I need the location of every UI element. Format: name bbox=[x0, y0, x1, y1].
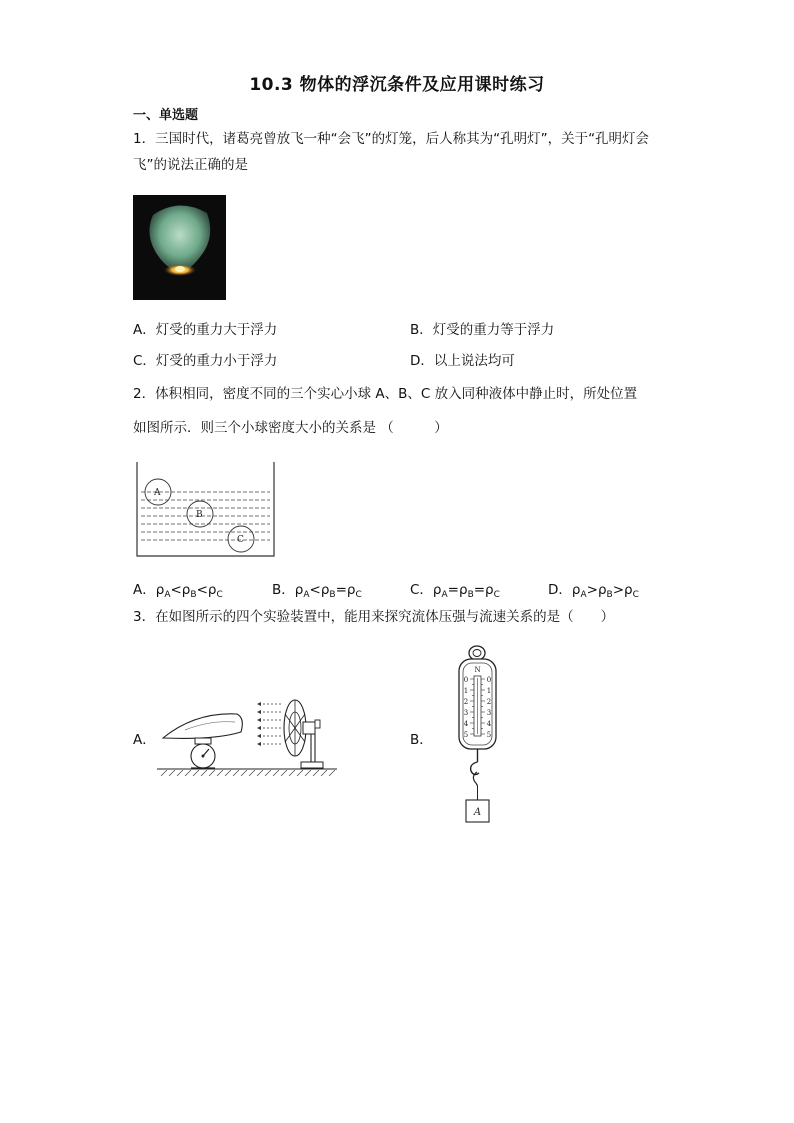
question-3-stem: 3．在如图所示的四个实验装置中，能用来探究流体压强与流速关系的是（ ） bbox=[133, 609, 615, 625]
question-1-stem bbox=[133, 126, 673, 178]
page-title: 10.3 物体的浮沉条件及应用课时练习 bbox=[249, 75, 545, 95]
scale-tick-label-left-2: 2 bbox=[463, 698, 469, 706]
spring-scale-apparatus bbox=[455, 644, 500, 826]
question-2-stem bbox=[133, 377, 673, 445]
q2-option-c: C．$\rho_A=\rho_B=\rho_C$ bbox=[410, 582, 500, 600]
block-a-label: A bbox=[473, 807, 482, 818]
q2-option-d: D．$\rho_A>\rho_B>\rho_C$ bbox=[548, 582, 639, 600]
sky-lantern-photo bbox=[133, 195, 226, 300]
ball-b-label: B bbox=[196, 510, 203, 520]
scale-tick-label-left-1: 1 bbox=[463, 687, 469, 695]
q1-option-a: A．灯受的重力大于浮力 bbox=[133, 322, 278, 338]
q2-option-a: A．$\rho_A<\rho_B<\rho_C$ bbox=[133, 582, 223, 600]
question-1-line-1: 1．三国时代，诸葛亮曾放飞一种“会飞”的灯笼，后人称其为“孔明灯”，关于“孔明灯会 bbox=[133, 131, 650, 147]
q1-option-c: C．灯受的重力小于浮力 bbox=[133, 353, 278, 369]
three-balls-in-liquid-figure bbox=[133, 460, 278, 558]
wing-model-fan-apparatus bbox=[155, 690, 340, 780]
scale-tick-label-right-0: 0 bbox=[486, 676, 492, 684]
scale-tick-label-left-4: 4 bbox=[463, 720, 469, 728]
question-1-line-2: 飞”的说法正确的是 bbox=[133, 157, 248, 173]
q1-option-b: B．灯受的重力等于浮力 bbox=[410, 322, 555, 338]
scale-tick-label-right-2: 2 bbox=[486, 698, 492, 706]
question-2-line-1: 2．体积相同，密度不同的三个实心小球 A、B、C 放入同种液体中静止时，所处位置 bbox=[133, 386, 638, 402]
scale-unit: N bbox=[474, 666, 481, 674]
scale-tick-label-right-4: 4 bbox=[486, 720, 492, 728]
ball-a-label: A bbox=[154, 488, 161, 498]
question-2-line-2: 如图所示．则三个小球密度大小的关系是 （ ） bbox=[133, 420, 448, 436]
scale-tick-label-left-3: 3 bbox=[463, 709, 469, 717]
scale-tick-label-right-1: 1 bbox=[486, 687, 492, 695]
q2-option-b: B．$\rho_A<\rho_B=\rho_C$ bbox=[272, 582, 362, 600]
scale-tick-label-left-5: 5 bbox=[463, 731, 469, 739]
ball-c-label: C bbox=[237, 535, 244, 545]
q3-option-b-label: B． bbox=[410, 732, 433, 748]
scale-tick-label-right-3: 3 bbox=[486, 709, 492, 717]
q3-option-a-label: A． bbox=[133, 732, 156, 748]
q1-option-d: D．以上说法均可 bbox=[410, 353, 515, 369]
scale-tick-label-left-0: 0 bbox=[463, 676, 469, 684]
scale-tick-label-right-5: 5 bbox=[486, 731, 492, 739]
section-heading: 一、单选题 bbox=[133, 108, 199, 123]
